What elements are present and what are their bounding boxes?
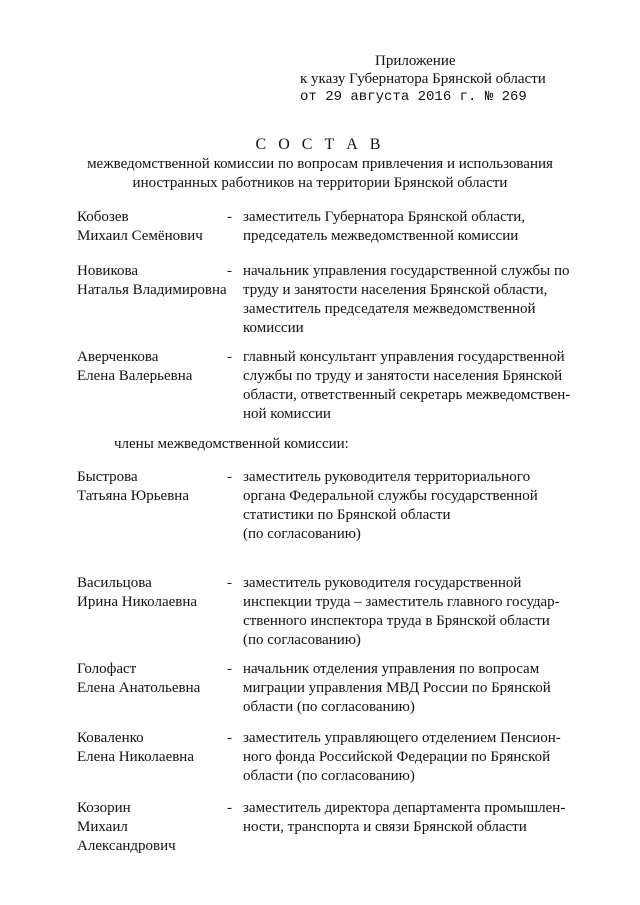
member-given-names: Елена Николаевна <box>77 749 194 765</box>
member-role <box>243 468 577 544</box>
member-role <box>243 729 577 786</box>
member-name <box>77 729 227 767</box>
role-line: заместитель руководителя территориального <box>243 469 531 485</box>
role-line: начальник управления государственной службы по <box>243 263 570 279</box>
decree-date-number: от 29 августа 2016 г. № 269 <box>300 89 527 105</box>
dash-separator: - <box>227 730 232 746</box>
member-name <box>77 348 227 386</box>
member-surname: Быстрова <box>77 469 138 485</box>
role-line: заместитель председателя межведомственной <box>243 301 536 317</box>
member-role <box>243 348 577 424</box>
role-line: (по согласованию) <box>243 526 361 542</box>
dash-separator: - <box>227 575 232 591</box>
member-name <box>77 208 227 246</box>
role-line: ственного инспектора труда в Брянской области <box>243 613 550 629</box>
role-line: статистики по Брянской области <box>243 507 451 523</box>
member-given-names: Наталья Владимировна <box>77 282 227 298</box>
role-line: главный консультант управления государственной <box>243 349 565 365</box>
member-role <box>243 660 577 717</box>
member-given-names: Елена Анатольевна <box>77 680 201 696</box>
role-line: заместитель руководителя государственной <box>243 575 522 591</box>
member-surname: Аверченкова <box>77 349 159 365</box>
role-line: начальник отделения управления по вопросам <box>243 661 540 677</box>
role-line: ного фонда Российской Федерации по Брянской <box>243 749 551 765</box>
member-name <box>77 574 227 612</box>
member-surname: Коваленко <box>77 730 144 746</box>
role-line: области (по согласованию) <box>243 699 415 715</box>
dash-separator: - <box>227 349 232 365</box>
role-line: комиссии <box>243 320 304 336</box>
member-name <box>77 660 227 698</box>
role-line: области, ответственный секретарь межведомствен- <box>243 387 571 403</box>
member-surname: Кобозев <box>77 209 129 225</box>
appendix-label: Приложение <box>375 53 456 69</box>
dash-separator: - <box>227 800 232 816</box>
subtitle-line-1: межведомственной комиссии по вопросам привлечения и использования <box>87 156 553 172</box>
role-line: службы по труду и занятости населения Брянской <box>243 368 563 384</box>
member-surname: Васильцова <box>77 575 152 591</box>
role-line: инспекции труда – заместитель главного государ- <box>243 594 560 610</box>
member-given-names: Михаил Семёнович <box>77 228 203 244</box>
role-line: органа Федеральной службы государственной <box>243 488 538 504</box>
member-given-names: Михаил Александрович <box>77 819 176 854</box>
member-given-names: Елена Валерьевна <box>77 368 193 384</box>
role-line: ной комиссии <box>243 406 331 422</box>
dash-separator: - <box>227 469 232 485</box>
member-name <box>77 262 227 300</box>
member-surname: Голофаст <box>77 661 137 677</box>
section-label-members: члены межведомственной комиссии: <box>114 436 349 452</box>
dash-separator: - <box>227 661 232 677</box>
role-line: области (по согласованию) <box>243 768 415 784</box>
role-line: заместитель управляющего отделением Пенсион- <box>243 730 561 746</box>
decree-reference: к указу Губернатора Брянской области <box>300 71 546 87</box>
member-name <box>77 468 227 506</box>
member-role <box>243 799 577 837</box>
dash-separator: - <box>227 209 232 225</box>
document-title: С О С Т А В <box>255 136 385 153</box>
role-line: ности, транспорта и связи Брянской области <box>243 819 527 835</box>
member-given-names: Татьяна Юрьевна <box>77 488 189 504</box>
role-line: заместитель Губернатора Брянской области, <box>243 209 526 225</box>
member-name <box>77 799 227 856</box>
document-subtitle <box>40 155 600 193</box>
role-line: труду и занятости населения Брянской области, <box>243 282 548 298</box>
role-line: председатель межведомственной комиссии <box>243 228 519 244</box>
member-given-names: Ирина Николаевна <box>77 594 198 610</box>
role-line: миграции управления МВД России по Брянской <box>243 680 551 696</box>
role-line: заместитель директора департамента промышлен- <box>243 800 566 816</box>
member-surname: Новикова <box>77 263 139 279</box>
member-role <box>243 262 577 338</box>
member-role <box>243 208 577 246</box>
member-role <box>243 574 577 650</box>
role-line: (по согласованию) <box>243 632 361 648</box>
member-surname: Козорин <box>77 800 131 816</box>
appendix-header <box>300 52 546 106</box>
dash-separator: - <box>227 263 232 279</box>
subtitle-line-2: иностранных работников на территории Брянской области <box>132 175 508 191</box>
